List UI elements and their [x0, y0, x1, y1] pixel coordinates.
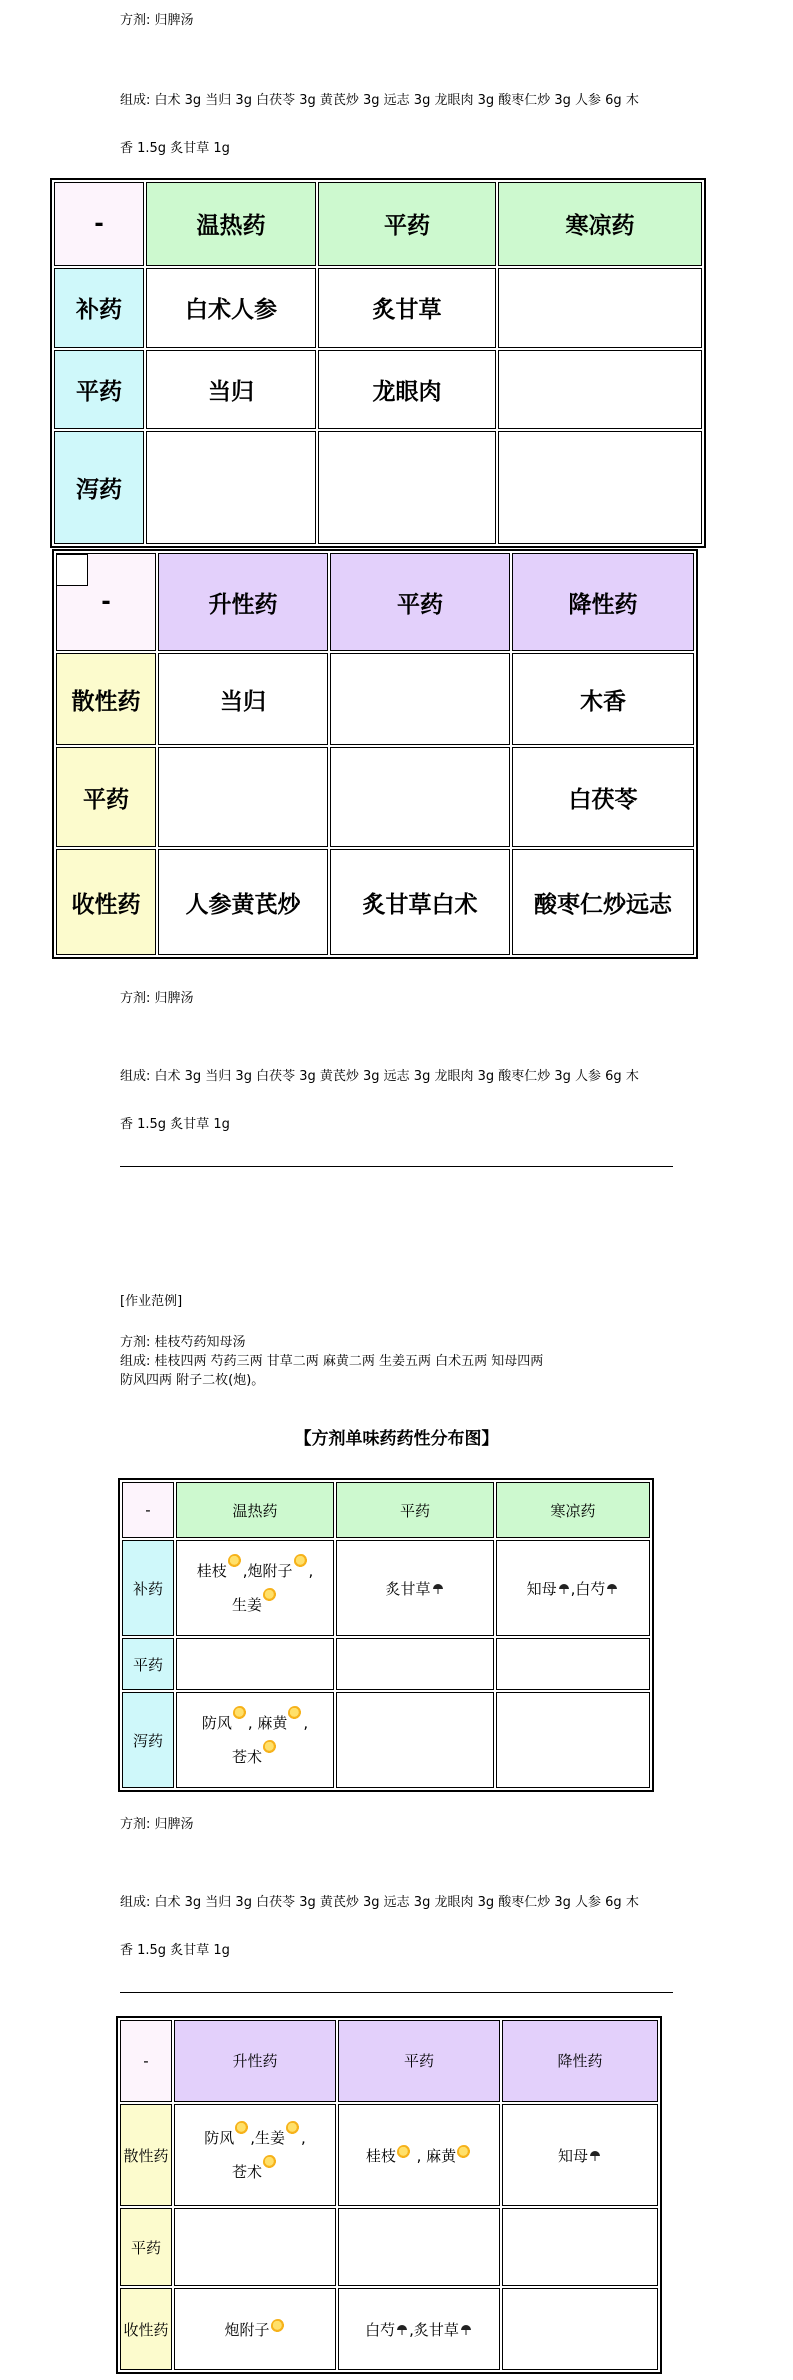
row-header: 平药: [120, 2208, 172, 2286]
table-cell: 白茯苓: [512, 747, 694, 847]
herb-name: 炮附子: [224, 2320, 270, 2339]
table-cell: [174, 2288, 336, 2370]
separator: ,: [301, 2129, 306, 2148]
table-rise-fall-1: [52, 549, 698, 959]
table-cell: 当归: [146, 350, 316, 430]
chart-title: 【方剂单味药药性分布图】: [294, 1429, 499, 1449]
column-header: 寒凉药: [498, 182, 702, 266]
table-cell: [336, 1692, 494, 1788]
table-corner: -: [54, 182, 144, 266]
herb-name: ,炙甘草: [409, 2320, 459, 2339]
herb-name: 桂枝: [196, 1562, 227, 1580]
table-cell: [338, 2288, 500, 2370]
table-corner: -: [56, 553, 156, 651]
row-header: 平药: [54, 350, 144, 430]
table-warm-cold-1: [50, 178, 706, 548]
recipe-composition-line2: 香 1.5g 炙甘草 1g: [120, 1943, 230, 1958]
sun-icon: [233, 1706, 247, 1720]
herb-name: 防风: [204, 2129, 235, 2148]
umbrella-icon: [589, 2150, 601, 2162]
herb-name: , 麻黄: [411, 2146, 457, 2165]
table-cell: 炙甘草: [318, 268, 496, 348]
sun-icon: [397, 2145, 411, 2159]
table-cell: [338, 2104, 500, 2206]
table-cell: 人参黄芪炒: [158, 849, 328, 955]
table-cell: [502, 2208, 658, 2286]
column-header: 温热药: [176, 1482, 334, 1538]
table-rise-fall-example: [116, 2016, 662, 2374]
table-cell: [330, 653, 510, 745]
table-cell: [330, 747, 510, 847]
recipe-composition-line2: 香 1.5g 炙甘草 1g: [120, 141, 230, 156]
table-cell: [176, 1692, 334, 1788]
column-header: 寒凉药: [496, 1482, 650, 1538]
table-cell: [498, 268, 702, 348]
column-header: 平药: [318, 182, 496, 266]
row-header: 补药: [122, 1540, 174, 1636]
herb-name: ,生姜: [250, 2129, 285, 2148]
row-header: 收性药: [56, 849, 156, 955]
row-header: 补药: [54, 268, 144, 348]
table-cell: 木香: [512, 653, 694, 745]
table-cell: [158, 747, 328, 847]
column-header: 温热药: [146, 182, 316, 266]
table-warm-cold-example: [118, 1478, 654, 1792]
separator: ,: [303, 1714, 309, 1732]
column-header: 平药: [330, 553, 510, 651]
herb-name: 防风: [201, 1714, 232, 1732]
column-header: 升性药: [158, 553, 328, 651]
recipe-composition-line1: 组成: 白术 3g 当归 3g 白茯苓 3g 黄芪炒 3g 远志 3g 龙眼肉 3g 酸枣仁炒 3g 人参 6g 木: [120, 93, 639, 108]
sun-icon: [286, 2121, 300, 2135]
checkbox[interactable]: [56, 554, 88, 586]
row-header: 平药: [122, 1638, 174, 1690]
row-header: 收性药: [120, 2288, 172, 2370]
table-cell: [318, 431, 496, 544]
row-header: 泻药: [54, 431, 144, 544]
herb-name: 苍术: [231, 1748, 262, 1766]
row-header: 平药: [56, 747, 156, 847]
table-cell: 龙眼肉: [318, 350, 496, 430]
table-cell: [496, 1692, 650, 1788]
table-cell: [146, 431, 316, 544]
herb-name: ,炮附子: [242, 1562, 293, 1580]
herb-name: 桂枝: [365, 2146, 396, 2165]
table-cell: [176, 1540, 334, 1636]
table-cell: [174, 2208, 336, 2286]
row-header: 泻药: [122, 1692, 174, 1788]
recipe-composition-line1: 组成: 白术 3g 当归 3g 白茯苓 3g 黄芪炒 3g 远志 3g 龙眼肉 3g 酸枣仁炒 3g 人参 6g 木: [120, 1895, 639, 1910]
sun-icon: [457, 2145, 471, 2159]
table-cell: [502, 2104, 658, 2206]
row-header: 散性药: [120, 2104, 172, 2206]
herb-name: 白芍: [365, 2320, 396, 2339]
table-corner: -: [122, 1482, 174, 1538]
example-composition-line2: 防风四两 附子二枚(炮)。: [120, 1373, 265, 1388]
table-cell: [338, 2208, 500, 2286]
recipe-composition-line1: 组成: 白术 3g 当归 3g 白茯苓 3g 黄芪炒 3g 远志 3g 龙眼肉 3g 酸枣仁炒 3g 人参 6g 木: [120, 1069, 639, 1084]
sun-icon: [263, 1740, 277, 1754]
sun-icon: [263, 2155, 277, 2169]
herb-name: 苍术: [231, 2163, 262, 2182]
column-header: 平药: [338, 2020, 500, 2102]
herb-name: 知母: [557, 2146, 588, 2165]
separator: ,: [308, 1562, 314, 1580]
recipe-name: 方剂: 归脾汤: [120, 13, 194, 28]
herb-name: 生姜: [231, 1596, 262, 1614]
example-recipe-name: 方剂: 桂枝芍药知母汤: [120, 1335, 246, 1350]
table-cell: [502, 2288, 658, 2370]
table-cell: [498, 350, 702, 430]
example-heading: [作业范例]: [120, 1294, 183, 1309]
herb-name: 炙甘草: [385, 1579, 431, 1598]
table-cell: 白术人参: [146, 268, 316, 348]
umbrella-icon: [558, 1583, 570, 1595]
column-header: 降性药: [512, 553, 694, 651]
umbrella-icon: [606, 1583, 618, 1595]
table-cell: 炙甘草白术: [330, 849, 510, 955]
example-composition-line1: 组成: 桂枝四两 芍药三两 甘草二两 麻黄二两 生姜五两 白术五两 知母四两: [120, 1354, 544, 1369]
sun-icon: [294, 1554, 308, 1568]
sun-icon: [288, 1706, 302, 1720]
sun-icon: [228, 1554, 242, 1568]
table-cell: [496, 1638, 650, 1690]
herb-name: , 麻黄: [247, 1714, 288, 1732]
table-corner: -: [120, 2020, 172, 2102]
umbrella-icon: [432, 1583, 444, 1595]
divider: [120, 1992, 673, 1993]
sun-icon: [271, 2319, 285, 2333]
table-cell: [176, 1638, 334, 1690]
sun-icon: [235, 2121, 249, 2135]
herb-name: 知母: [526, 1579, 557, 1598]
recipe-name: 方剂: 归脾汤: [120, 1817, 194, 1832]
table-cell: [496, 1540, 650, 1636]
umbrella-icon: [396, 2324, 408, 2336]
table-cell: [336, 1638, 494, 1690]
table-cell: 当归: [158, 653, 328, 745]
column-header: 平药: [336, 1482, 494, 1538]
divider: [120, 1166, 673, 1167]
table-cell: 酸枣仁炒远志: [512, 849, 694, 955]
table-cell: [498, 431, 702, 544]
table-cell: [336, 1540, 494, 1636]
row-header: 散性药: [56, 653, 156, 745]
column-header: 升性药: [174, 2020, 336, 2102]
recipe-composition-line2: 香 1.5g 炙甘草 1g: [120, 1117, 230, 1132]
umbrella-icon: [460, 2324, 472, 2336]
sun-icon: [263, 1588, 277, 1602]
column-header: 降性药: [502, 2020, 658, 2102]
table-cell: [174, 2104, 336, 2206]
recipe-name: 方剂: 归脾汤: [120, 991, 194, 1006]
herb-name: ,白芍: [570, 1579, 606, 1598]
